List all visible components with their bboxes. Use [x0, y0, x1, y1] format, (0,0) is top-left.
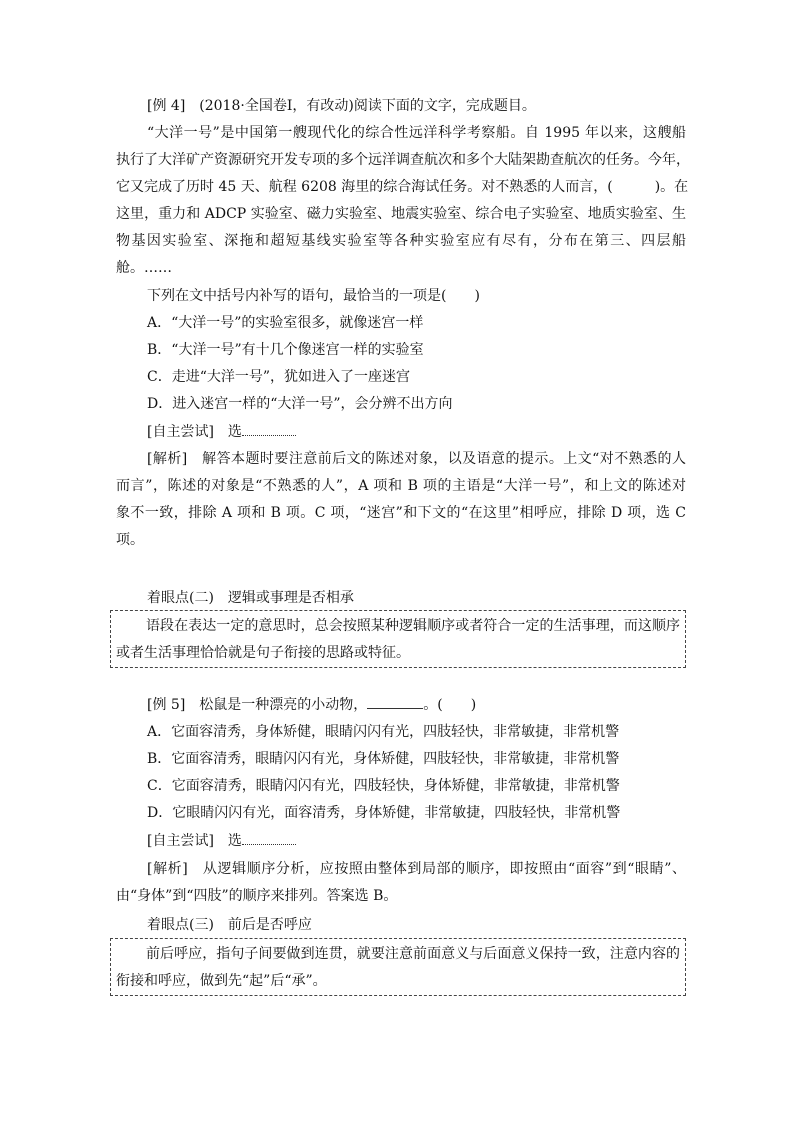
- box-line: 或者生活事理恰恰就是句子衔接的思路或特征。: [116, 645, 410, 661]
- section-title: 着眼点(三) 前后是否呼应: [147, 917, 312, 933]
- passage-line: 执行了大洋矿产资源研究开发专项的多个远洋调查航次和多个大陆架勘查航次的任务。今年，: [116, 152, 690, 168]
- box-line: 前后呼应，指句子间要做到连贯，就要注意前面意义与后面意义保持一致，注意内容的: [146, 946, 680, 962]
- answer-blank: [242, 421, 296, 436]
- option-a: A．它面容清秀，身体矫健，眼睛闪闪有光，四肢轻快，非常敏捷，非常机警: [147, 724, 620, 740]
- answer-blank: [242, 830, 296, 845]
- example5-header-end: 。( ): [423, 697, 477, 713]
- analysis-line: 由“身体”到“四肢”的顺序来排列。答案选 B。: [116, 888, 398, 904]
- example5-header-start: [例 5] 松鼠是一种漂亮的小动物，: [147, 697, 368, 713]
- passage-line: 舱。……: [116, 260, 172, 276]
- analysis-line: 而言”，陈述的对象是“不熟悉的人”，A 项和 B 项的主语是“大洋一号”，和上文的陈述对: [116, 478, 686, 494]
- self-try-line: [147, 828, 717, 854]
- option-d: D．它眼睛闪闪有光，面容清秀，身体矫健，非常敏捷，四肢轻快，非常机警: [147, 805, 621, 821]
- analysis-line: [解析] 解答本题时要注意前后文的陈述对象，以及语意的提示。上文“对不熟悉的人: [147, 451, 686, 467]
- example5-header: [147, 692, 717, 718]
- option-c: C．走进“大洋一号”，犹如进入了一座迷宫: [147, 369, 411, 385]
- option-c: C．它面容清秀，眼睛闪闪有光，四肢轻快，身体矫健，非常敏捷，非常机警: [147, 778, 620, 794]
- option-d: D．进入迷宫一样的“大洋一号”，会分辨不出方向: [147, 396, 453, 412]
- passage-line: 这里，重力和 ADCP 实验室、磁力实验室、地震实验室、综合电子实验室、地质实验室、生: [116, 206, 686, 222]
- example4-header: [例 4] (2018·全国卷Ⅰ，有改动)阅读下面的文字，完成题目。: [147, 98, 536, 114]
- key-point-box: [110, 938, 686, 996]
- self-try-line: [147, 419, 717, 445]
- key-point-box: [110, 610, 686, 668]
- self-try-label: [自主尝试] 选: [147, 833, 242, 849]
- option-a: A．“大洋一号”的实验室很多，就像迷宫一样: [147, 315, 424, 331]
- passage-line: 它又完成了历时 45 天、航程 6208 海里的综合海试任务。对不熟悉的人而言，( )。在: [116, 179, 689, 195]
- fill-blank: [367, 694, 423, 709]
- self-try-label: [自主尝试] 选: [147, 424, 242, 440]
- question-text: 下列在文中括号内补写的语句，最恰当的一项是( ): [147, 288, 480, 304]
- analysis-line: 象不一致，排除 A 项和 B 项。C 项，“迷宫”和下文的“在这里”相呼应，排除 D 项，选 C: [116, 505, 686, 521]
- analysis-line: 项。: [116, 532, 144, 548]
- passage-line: 物基因实验室、深拖和超短基线实验室等各种实验室应有尽有，分布在第三、四层船: [116, 233, 686, 249]
- box-line: 语段在表达一定的意思时，总会按照某种逻辑顺序或者符合一定的生活事理，而这顺序: [146, 618, 680, 634]
- analysis-line: [解析] 从逻辑顺序分析，应按照由整体到局部的顺序，即按照由“面容”到“眼睛”、: [147, 861, 686, 877]
- option-b: B．“大洋一号”有十几个像迷宫一样的实验室: [147, 342, 424, 358]
- option-b: B．它面容清秀，眼睛闪闪有光，身体矫健，四肢轻快，非常敏捷，非常机警: [147, 751, 620, 767]
- box-line: 衔接和呼应，做到先“起”后“承”。: [116, 973, 327, 989]
- section-title: 着眼点(二) 逻辑或事理是否相承: [147, 590, 354, 606]
- passage-line: “大洋一号”是中国第一艘现代化的综合性远洋科学考察船。自 1995 年以来，这艘船: [147, 125, 686, 141]
